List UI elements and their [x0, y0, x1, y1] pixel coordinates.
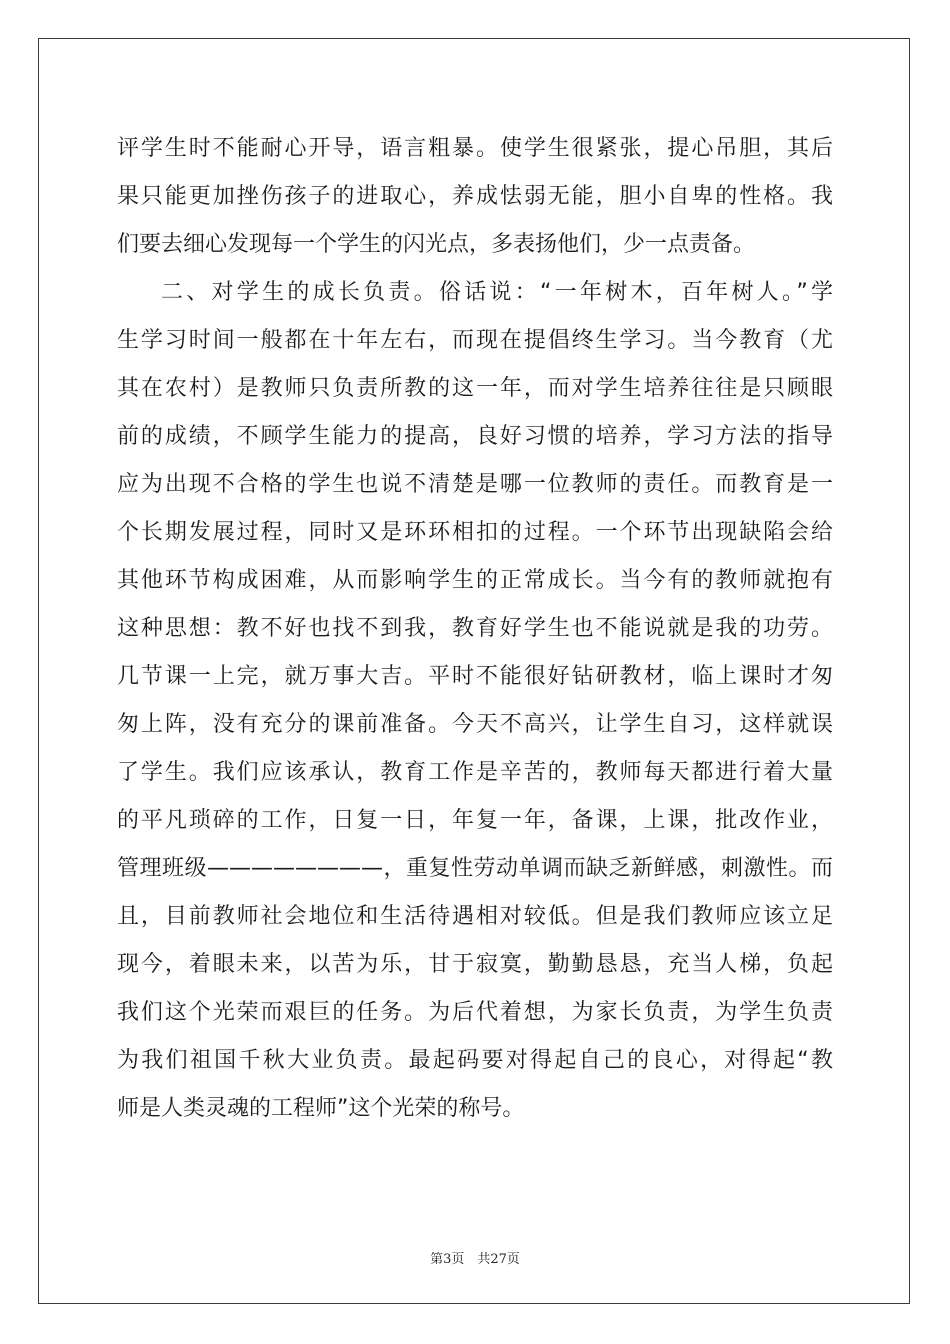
text-line: 现今，着眼未来，以苦为乐，甘于寂寞，勤勤恳恳，充当人梯，负起 — [117, 952, 833, 977]
text-line: 我们这个光荣而艰巨的任务。为后代着想，为家长负责，为学生负责 — [117, 1000, 833, 1025]
text-line: 几节课一上完，就万事大吉。平时不能很好钻研教材，临上课时才匆 — [117, 664, 833, 689]
text-line: 为我们祖国千秋大业负责。最起码要对得起自己的良心，对得起“教 — [117, 1048, 833, 1073]
text-line: 且，目前教师社会地位和生活待遇相对较低。但是我们教师应该立足 — [117, 904, 833, 929]
text-line: 其他环节构成困难，从而影响学生的正常成长。当今有的教师就抱有 — [117, 568, 833, 593]
text-line: 其在农村）是教师只负责所教的这一年，而对学生培养往往是只顾眼 — [117, 376, 833, 401]
text-line: 果只能更加挫伤孩子的进取心，养成怯弱无能，胆小自卑的性格。我 — [117, 184, 833, 209]
text-line: 管理班级————————，重复性劳动单调而缺乏新鲜感，刺激性。而 — [117, 856, 833, 881]
text-line: 了学生。我们应该承认，教育工作是辛苦的，教师每天都进行着大量 — [117, 760, 833, 785]
paragraph-start-line: 二、对学生的成长负责。俗话说：“一年树木，百年树人。”学 — [161, 280, 833, 305]
text-line: 的平凡琐碎的工作，日复一日，年复一年，备课，上课，批改作业， — [117, 808, 833, 833]
document-body — [117, 125, 833, 1133]
text-line: 匆上阵，没有充分的课前准备。今天不高兴，让学生自习，这样就误 — [117, 712, 833, 737]
page-number-footer: 第3页 共27页 — [430, 1252, 520, 1267]
text-line: 们要去细心发现每一个学生的闪光点，多表扬他们，少一点责备。 — [117, 232, 756, 257]
text-line: 生学习时间一般都在十年左右，而现在提倡终生学习。当今教育（尤 — [117, 328, 833, 353]
text-line: 师是人类灵魂的工程师”这个光荣的称号。 — [117, 1096, 525, 1121]
text-line: 评学生时不能耐心开导，语言粗暴。使学生很紧张，提心吊胆，其后 — [117, 136, 833, 161]
text-line: 个长期发展过程，同时又是环环相扣的过程。一个环节出现缺陷会给 — [117, 520, 833, 545]
text-line: 前的成绩，不顾学生能力的提高，良好习惯的培养，学习方法的指导 — [117, 424, 833, 449]
text-line: 这种思想：教不好也找不到我，教育好学生也不能说就是我的功劳。 — [117, 616, 833, 641]
text-line: 应为出现不合格的学生也说不清楚是哪一位教师的责任。而教育是一 — [117, 472, 833, 497]
